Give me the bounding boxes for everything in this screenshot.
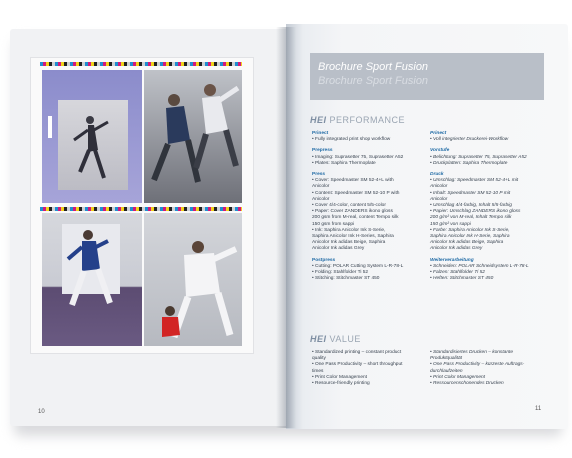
list-item: Anicolor (312, 184, 330, 190)
list-item: • Standardisiertes Drucken – konstante (430, 350, 514, 355)
list-item: • Cutting: POLAR Cutting System L-R-78-L (312, 263, 404, 269)
value-heading: VALUE (329, 334, 361, 344)
list-item: • Heften: Stitchmaster ST 450 (430, 276, 494, 282)
list-item: Saphira Anicolor Ink H-Serie, Saphira (430, 234, 510, 240)
right-page-number: 11 (535, 406, 542, 412)
athletes-figure-bottom (144, 213, 242, 346)
list-item: • Ressourcenschonendes Drucken (430, 381, 504, 387)
list-item: Anicolor Ink adidas Beige, Saphira (312, 240, 386, 246)
list-item: • Inhalt: Speedmaster SM 52-10 P mit (430, 190, 511, 196)
list-item: • Fully integrated print shop workflow (312, 137, 391, 143)
list-item: • Print Color Management (312, 374, 368, 380)
list-item: • Umschlag 4/4-farbig, Inhalt 5/5-farbig (430, 203, 512, 209)
english-column (312, 131, 424, 282)
book-gutter (276, 27, 296, 428)
list-item: • Umschlag: Speedmaster SM 52-4+L mit (430, 178, 519, 184)
list-item: Produktqualität (430, 356, 462, 362)
color-control-strip-top (40, 62, 242, 66)
brochure-title: Brochure Sport Fusion (318, 61, 429, 73)
list-item: 150 gsm from sappi (312, 221, 355, 227)
list-item: • Print Color Management (430, 374, 486, 380)
spine-label (48, 116, 52, 138)
press-heading: Press (312, 172, 326, 178)
hei-logo: HEI (310, 115, 327, 125)
english-value-list (312, 350, 424, 387)
list-item: • One Pass Productivity – kürzeste Auftrags- (430, 362, 525, 368)
list-item: Anicolor (430, 184, 448, 190)
list-item: • Papier: Umschlag ZANDERS ikono gloss (430, 209, 521, 215)
prinect-heading: Prinect (312, 131, 329, 136)
athlete-figure-2 (42, 213, 142, 346)
athletes-figure-top (144, 70, 242, 203)
german-column (430, 131, 548, 282)
german-value-list (430, 350, 548, 387)
hei-logo-2: HEI (310, 334, 327, 344)
druck-heading: Druck (430, 172, 444, 178)
color-control-strip-middle (40, 207, 242, 211)
list-item: • Stitching: Stitchmaster ST 450 (312, 276, 380, 282)
list-item: • Standardized printing – constant product (312, 350, 402, 355)
list-item: • Paper: Cover ZANDERS ikono gloss (312, 209, 393, 215)
list-item: • Content: Speedmaster SM 52-10 P with (312, 190, 400, 196)
list-item: • Voll integrierter Druckerei-Workflow (430, 137, 509, 143)
list-item: 200 g/m² von M-real, Inhalt Tempo silk (430, 215, 512, 221)
list-item: • One Pass Productivity – short throughput (312, 362, 403, 368)
left-page-number: 10 (38, 409, 45, 415)
vorstufe-heading: Vorstufe (430, 148, 450, 154)
list-item: Anicolor Ink adidas Grey (430, 246, 483, 252)
list-item: Anicolor (312, 196, 330, 202)
list-item: • Cover: Speedmaster SM 52-4+L with (312, 178, 394, 184)
list-item: 200 gsm from M-real, content Tempo silk (312, 215, 399, 221)
section-value (310, 334, 361, 344)
weiterverarbeitung-heading: Weiterverarbeitung (430, 257, 474, 263)
list-item: Anicolor Ink adidas Grey (312, 246, 365, 252)
prepress-heading: Prepress (312, 148, 333, 154)
brochure-subtitle: Brochure Sport Fusion (318, 75, 429, 87)
postpress-heading: Postpress (312, 257, 336, 263)
list-item: Anicolor Ink adidas Beige, Saphira (430, 240, 504, 246)
performance-heading: PERFORMANCE (329, 115, 406, 125)
list-item: Anicolor (430, 196, 448, 202)
list-item: Saphira Anicolor Ink H-Series, Saphira (312, 234, 394, 240)
list-item: • Falzen: Stahlfolder Ti 52 (430, 270, 485, 276)
list-item: • Plates: Saphira Thermoplate (312, 160, 376, 166)
list-item: • Imaging: Suprasetter 75, Suprasetter A52 (312, 154, 404, 160)
section-performance (310, 115, 405, 125)
list-item: • Belichtung: Suprasetter 75, Suprasetter A52 (430, 154, 527, 160)
list-item: times (312, 368, 324, 374)
brochure-title-box (310, 53, 544, 100)
list-item: 150 g/m² von sappi (430, 221, 471, 227)
list-item: durchlaufzeiten (430, 368, 463, 374)
list-item: quality (312, 356, 326, 362)
list-item: • Resource-friendly printing (312, 381, 370, 387)
list-item: • Druckplatten: Saphira Thermoplate (430, 160, 508, 166)
list-item: • Farbe: Saphira Anicolor Ink S-Serie, (430, 227, 510, 233)
list-item: • Folding: Stahlfolder Ti 52 (312, 270, 369, 276)
list-item: • Schneiden: POLAR Schneidsystem L-R-78-L (430, 263, 529, 269)
prinect-heading-de: Prinect (430, 131, 447, 136)
list-item: • Ink: Saphira Anicolor Ink S-Serie, (312, 227, 386, 233)
list-item: • Cover 4/4-color, content 5/5-color (312, 203, 386, 209)
athlete-figure-1 (58, 100, 128, 190)
